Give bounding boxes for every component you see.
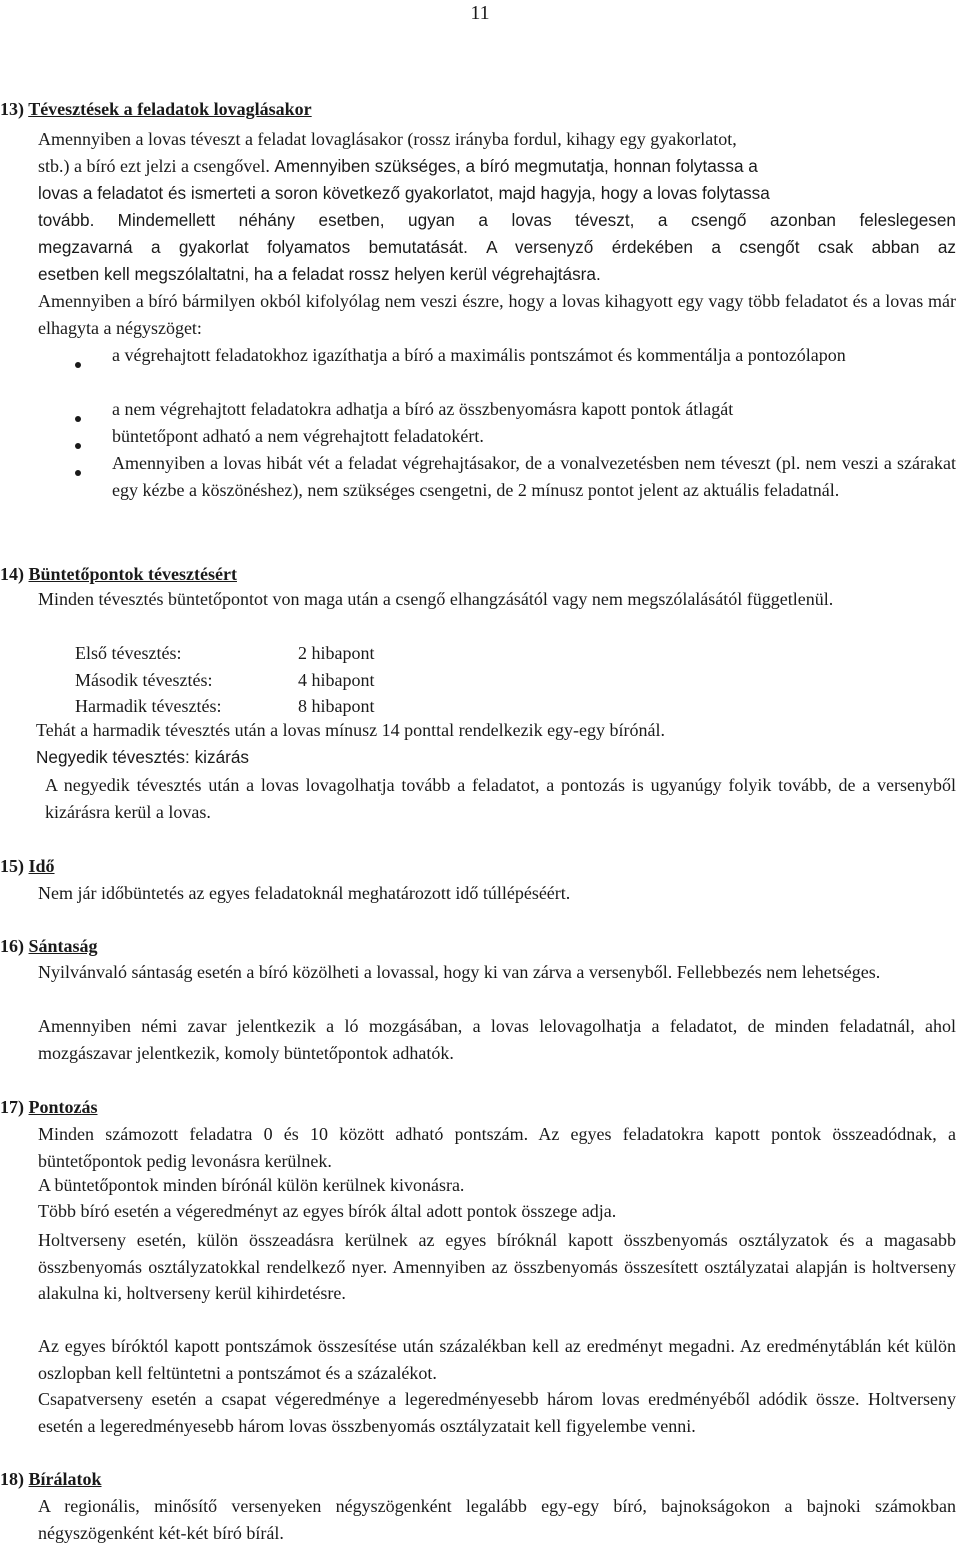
section-16-heading <box>0 936 98 957</box>
bullet-item: a nem végrehajtott feladatokra adhatja a bíró az összbenyomásra kapott pontok átlagát <box>75 396 956 423</box>
section-13-bullet-list <box>75 342 956 503</box>
penalty-row <box>75 667 375 694</box>
section-14-heading <box>0 564 237 585</box>
section-18-paragraph-1: A regionális, minősítő versenyeken négyszögenként legalább egy-egy bíró, bajnokságokon a bajnoki számokban négyszögenként két-két bíró bírál. <box>38 1496 956 1543</box>
bullet-item: büntetőpont adható a nem végrehajtott feladatokért. <box>75 423 956 450</box>
section-14-title: Büntetőpontok tévesztésért <box>28 564 237 584</box>
section-13-number: 13) <box>0 99 24 119</box>
section-17-number: 17) <box>0 1097 24 1117</box>
penalty-label: Második tévesztés: <box>75 669 213 690</box>
section-16-title: Sántaság <box>28 936 98 956</box>
bullet-item: a végrehajtott feladatokhoz igazíthatja a bíró a maximális pontszámot és kommentálja a pontozólapon <box>75 342 956 396</box>
bullet-icon <box>75 443 81 449</box>
s13-line-1: Amennyiben a lovas téveszt a feladat lovaglásakor (rossz irányba fordul, kihagy egy gyakorlatot, <box>38 129 737 149</box>
section-15-heading <box>0 856 55 877</box>
penalty-value: 4 hibapont <box>298 669 375 690</box>
penalty-value: 8 hibapont <box>298 696 375 716</box>
section-17-paragraph-6: Csapatverseny esetén a csapat végeredménye a legeredményesebb három lovas eredményéből adódik össze. Holtverseny esetén a legeredményesebb három lovas összbenyomás osztályzatait kell figyelembe venni. <box>38 1389 956 1436</box>
bullet-icon <box>75 416 81 422</box>
s13-line-6: esetben kell megszólaltatni, ha a feladat rossz helyen kerül végrehajtásra. <box>38 264 601 284</box>
s13-line-4: tovább. Mindemellett néhány esetben, ugyan a lovas téveszt, a csengő azonban feleslegesen <box>38 210 956 230</box>
section-17-paragraph-5: Az egyes bíróktól kapott pontszámok összesítése után százalékban kell az eredményt megadni. Az eredménytáblán két külön oszlopban kell feltüntetni a pontszámot és a százalékot. <box>38 1336 956 1383</box>
section-18-number: 18) <box>0 1469 24 1489</box>
section-14-paragraph-4: A negyedik tévesztés után a lovas lovagolhatja tovább a feladatot, a pontozás is ugyanúgy folyik tovább, de a versenyből kizárásra kerül a lovas. <box>45 775 956 822</box>
section-13-heading <box>0 99 312 120</box>
section-17-paragraph-4: Holtverseny esetén, külön összeadásra kerülnek az egyes bíróknál kapott összbenyomás osztályzatok és a magasabb összbenyomás osztályzatokkal rendelkező nyer. Amennyiben az összbenyomás összesített osztályzatai alapján is holtverseny alakulna ki, holtverseny kerül kihirdetésre. <box>38 1230 956 1304</box>
penalty-table <box>75 640 375 720</box>
section-15-number: 15) <box>0 856 24 876</box>
penalty-label: Első tévesztés: <box>75 643 182 663</box>
section-16-number: 16) <box>0 936 24 956</box>
page-number: 11 <box>470 2 490 24</box>
section-14-paragraph-3: Negyedik tévesztés: kizárás <box>36 747 250 767</box>
section-18-title: Bírálatok <box>28 1469 102 1489</box>
bullet-icon <box>75 362 81 368</box>
section-14-paragraph-1: Minden tévesztés büntetőpontot von maga után a csengő elhangzásától vagy nem megszólalásától függetlenül. <box>38 589 834 609</box>
section-15-title: Idő <box>28 856 55 876</box>
section-16-paragraph-2: Amennyiben némi zavar jelentkezik a ló mozgásában, a lovas lelovagolhatja a feladatot, de minden feladatnál, ahol mozgászavar jelentkezik, komoly büntetőpontok adhatók. <box>38 1016 956 1063</box>
section-13-paragraph-2: Amennyiben a bíró bármilyen okból kifolyólag nem veszi észre, hogy a lovas kihagyott egy vagy több feladatot és a lovas már elhagyta a négyszöget: <box>38 291 956 338</box>
section-14-paragraph-2: Tehát a harmadik tévesztés után a lovas mínusz 14 ponttal rendelkezik egy-egy bírónál. <box>36 720 666 740</box>
bullet-item: Amennyiben a lovas hibát vét a feladat végrehajtásakor, de a vonalvezetésben nem téveszt (pl. nem veszi a szárakat egy kézbe a köszönéshez), nem szükséges csengetni, de 2 mínusz pontot jelent az aktuális feladatnál. <box>75 450 956 503</box>
s13-line-5: megzavarná a gyakorlat folyamatos bemutatását. A versenyző érdekében a csengőt csak abban az <box>38 237 956 257</box>
section-13-title: Tévesztések a feladatok lovaglásakor <box>28 99 312 119</box>
section-18-heading <box>0 1469 102 1490</box>
section-17-paragraph-3: Több bíró esetén a végeredményt az egyes bírók által adott pontok összege adja. <box>38 1201 617 1221</box>
section-17-title: Pontozás <box>28 1097 98 1117</box>
section-17-paragraph-2: A büntetőpontok minden bírónál külön kerülnek kivonásra. <box>38 1175 465 1195</box>
section-17-heading <box>0 1097 98 1118</box>
penalty-value: 2 hibapont <box>298 643 375 663</box>
section-16-paragraph-1: Nyilvánvaló sántaság esetén a bíró közölheti a lovassal, hogy ki van zárva a versenyből. Fellebbezés nem lehetséges. <box>38 962 881 982</box>
s13-line-3: lovas a feladatot és ismerteti a soron következő gyakorlatot, majd hagyja, hogy a lovas folytassa <box>38 183 770 203</box>
section-13-paragraph-1 <box>38 126 956 288</box>
bullet-icon <box>75 470 81 476</box>
section-15-paragraph-1: Nem jár időbüntetés az egyes feladatoknál meghatározott idő túllépéséért. <box>38 883 571 903</box>
penalty-row <box>75 640 375 667</box>
penalty-label: Harmadik tévesztés: <box>75 696 222 716</box>
s13-line-2: stb.) a bíró ezt jelzi a csengővel. Amennyiben szükséges, a bíró megmutatja, honnan folytassa a <box>38 156 758 176</box>
section-14-number: 14) <box>0 564 24 584</box>
section-17-paragraph-1: Minden számozott feladatra 0 és 10 között adható pontszám. Az egyes feladatokra kapott pontok összeadódnak, a büntetőpontok pedig levonásra kerülnek. <box>38 1124 956 1171</box>
penalty-row <box>75 693 375 720</box>
